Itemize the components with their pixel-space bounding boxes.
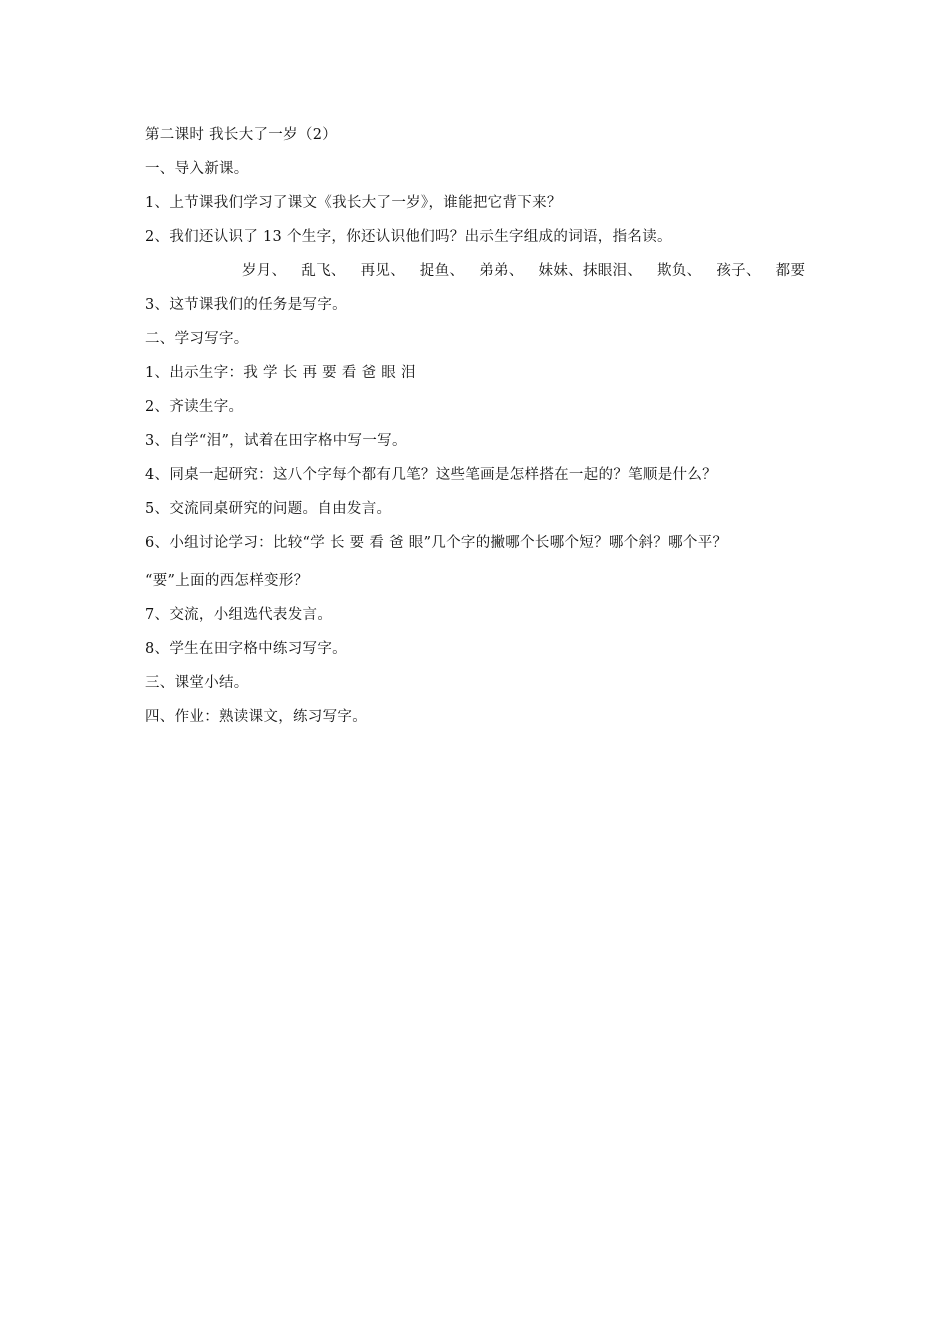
vocabulary-list: 岁月、 乱飞、 再见、 捉鱼、 弟弟、 妹妹、抹眼泪、 欺负、 孩子、 都要 bbox=[242, 263, 806, 279]
paragraph-line: 5、交流同桌研究的问题。自由发言。 bbox=[145, 501, 392, 517]
paragraph-line: 1、上节课我们学习了课文《我长大了一岁》，谁能把它背下来？ bbox=[145, 195, 562, 211]
section-heading-summary: 三、课堂小结。 bbox=[145, 675, 249, 691]
paragraph-line: 7、交流，小组选代表发言。 bbox=[145, 607, 333, 623]
paragraph-line: 3、这节课我们的任务是写字。 bbox=[145, 297, 347, 313]
paragraph-line: 3、自学“泪”，试着在田字格中写一写。 bbox=[145, 433, 407, 449]
paragraph-line: “要”上面的西怎样变形？ bbox=[145, 573, 309, 589]
paragraph-line: 8、学生在田字格中练习写字。 bbox=[145, 641, 347, 657]
paragraph-line: 4、同桌一起研究：这八个字每个都有几笔？这些笔画是怎样搭在一起的？笔顺是什么？ bbox=[145, 467, 717, 483]
paragraph-line: 2、我们还认识了 13 个生字，你还认识他们吗？出示生字组成的词语，指名读。 bbox=[145, 229, 672, 245]
paragraph-line: 1、出示生字：我 学 长 再 要 看 爸 眼 泪 bbox=[145, 365, 416, 381]
page-title: 第二课时 我长大了一岁（2） bbox=[145, 127, 338, 143]
paragraph-line: 6、小组讨论学习：比较“学 长 要 看 爸 眼”几个字的撇哪个长哪个短？哪个斜？哪个平？ bbox=[145, 535, 728, 551]
section-heading-writing: 二、学习写字。 bbox=[145, 331, 249, 347]
section-heading-homework: 四、作业：熟读课文，练习写字。 bbox=[145, 709, 367, 725]
paragraph-line: 2、齐读生字。 bbox=[145, 399, 244, 415]
section-heading-intro: 一、导入新课。 bbox=[145, 161, 249, 177]
